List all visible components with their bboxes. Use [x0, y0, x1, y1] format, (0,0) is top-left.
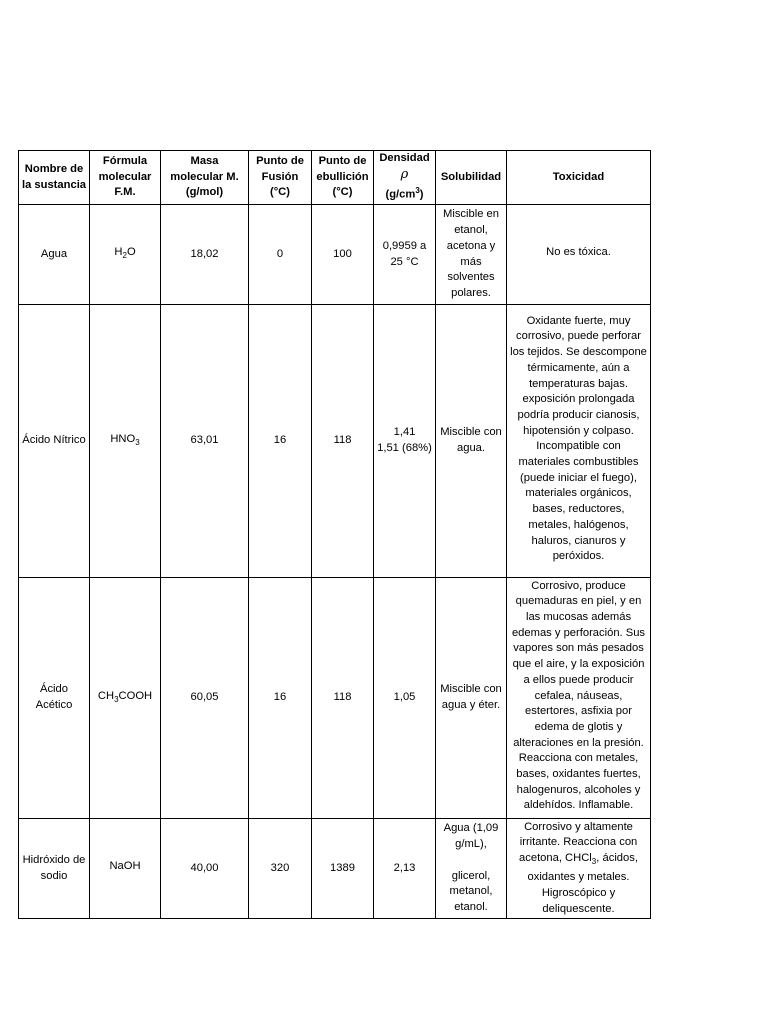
cell-formula: $H_2O$: [90, 205, 161, 305]
header-density: [374, 151, 436, 205]
cell-solubility: Miscible en etanol, acetona y más solventes polares.: [436, 205, 507, 305]
header-density-label: Densidad: [379, 152, 430, 165]
table-row-agua: [19, 205, 651, 305]
table-row-acido-nitrico: [19, 305, 651, 578]
cell-name: Agua: [19, 205, 90, 305]
cell-density: 0,9959 a 25 °C: [374, 205, 436, 305]
cell-toxicity: No es tóxica.: [507, 205, 651, 305]
cell-formula: $HNO_3$: [90, 305, 161, 578]
cell-formula: $CH_3COOH$: [90, 578, 161, 819]
cell-melting-point: 16: [249, 305, 312, 578]
header-boiling-point: Punto de ebullición (°C): [312, 151, 374, 205]
cell-mass: 40,00: [161, 819, 249, 919]
cell-density: 2,13: [374, 819, 436, 919]
cell-solubility: Miscible con agua.: [436, 305, 507, 578]
header-density-unit-exponent: 3: [415, 186, 420, 196]
cell-density: 1,41 1,51 (68%): [374, 305, 436, 578]
cell-mass: 18,02: [161, 205, 249, 305]
cell-melting-point: 0: [249, 205, 312, 305]
cell-melting-point: 320: [249, 819, 312, 919]
cell-density: 1,05: [374, 578, 436, 819]
header-density-unit-suffix: ): [419, 189, 424, 202]
cell-name: Ácido Acético: [19, 578, 90, 819]
cell-melting-point: 16: [249, 578, 312, 819]
header-formula: Fórmula molecular F.M.: [90, 151, 161, 205]
cell-mass: 60,05: [161, 578, 249, 819]
header-row: [19, 151, 651, 205]
cell-boiling-point: 118: [312, 305, 374, 578]
cell-name: Hidróxido de sodio: [19, 819, 90, 919]
header-melting-point: Punto de Fusión (°C): [249, 151, 312, 205]
header-mass: Masa molecular M. (g/mol): [161, 151, 249, 205]
table-row-acido-acetico: [19, 578, 651, 819]
cell-boiling-point: 118: [312, 578, 374, 819]
cell-solubility: Miscible con agua y éter.: [436, 578, 507, 819]
cell-name: Ácido Nítrico: [19, 305, 90, 578]
cell-formula: NaOH: [90, 819, 161, 919]
header-density-unit-prefix: (g/cm: [385, 189, 416, 202]
cell-solubility: Agua (1,09 g/mL), glicerol, metanol, etanol.: [436, 819, 507, 919]
header-name: Nombre de la sustancia: [19, 151, 90, 205]
substances-table: [18, 150, 651, 919]
cell-boiling-point: 100: [312, 205, 374, 305]
cell-toxicity: Oxidante fuerte, muy corrosivo, puede perforar los tejidos. Se descompone térmicamente, aún a temperaturas bajas. exposición prolongada podría producir cianosis, hipotensión y colpaso. Incompatible con materiales combustibles (puede iniciar el fuego), materiales orgánicos, bases, reductores, metales, halógenos, haluros, cianuros y peróxidos.: [507, 305, 651, 578]
cell-mass: 63,01: [161, 305, 249, 578]
header-solubility: Solubilidad: [436, 151, 507, 205]
table-row-hidroxido-de-sodio: [19, 819, 651, 919]
header-toxicity: Toxicidad: [507, 151, 651, 205]
header-density-symbol: ρ: [400, 166, 409, 182]
cell-toxicity: Corrosivo y altamente irritante. Reacciona con acetona, CHCl$_3$, ácidos, oxidantes y metales. Higroscópico y deliquescente.: [507, 819, 651, 919]
cell-toxicity: Corrosivo, produce quemaduras en piel, y en las mucosas además edemas y perforación. Sus vapores son más pesados que el aire, y la exposición a ellos puede producir cefalea, náuseas, estertores, asfixia por edema de glotis y alteraciones en la presión. Reacciona con metales, bases, oxidantes fuertes, halogenuros, alcoholes y aldehídos. Inflamable.: [507, 578, 651, 819]
cell-boiling-point: 1389: [312, 819, 374, 919]
